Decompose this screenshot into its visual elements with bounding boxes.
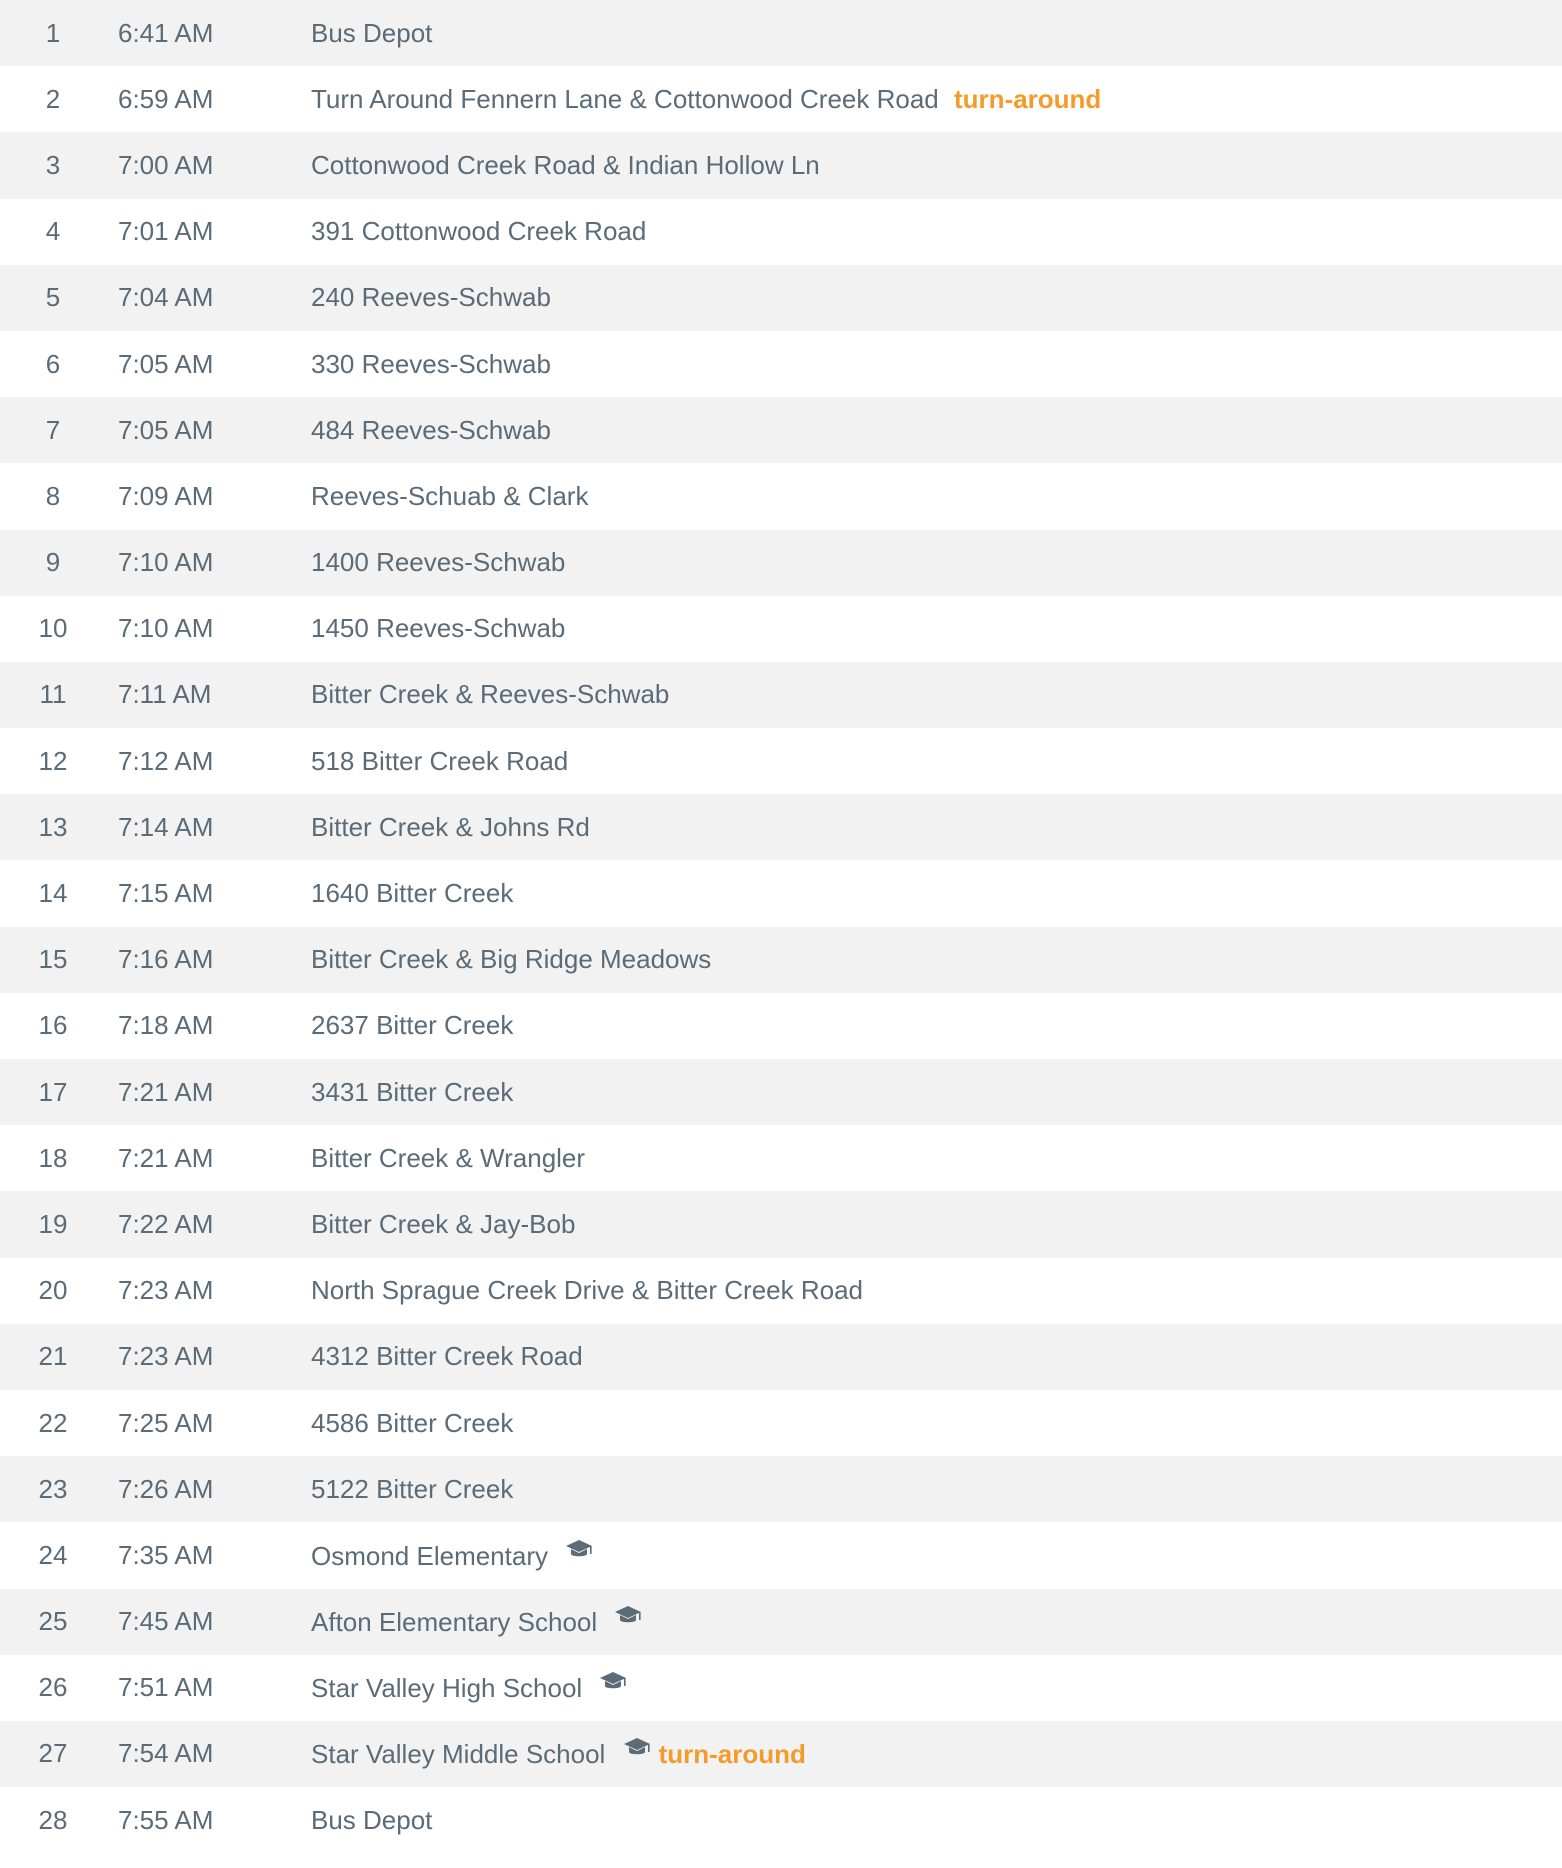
stop-time: 7:05 AM — [118, 414, 214, 445]
table-row — [0, 993, 1562, 1059]
stop-time: 7:16 AM — [118, 944, 214, 975]
stop-time: 7:01 AM — [118, 216, 214, 247]
stop-number: 16 — [38, 1010, 68, 1041]
stop-cell — [311, 463, 1562, 529]
stop-cell — [311, 1787, 1562, 1853]
stop-number: 8 — [45, 480, 61, 511]
table-row — [0, 397, 1562, 463]
table-row — [0, 132, 1562, 198]
stop-name: 1640 Bitter Creek — [311, 878, 514, 909]
stop-name: 391 Cottonwood Creek Road — [311, 216, 647, 247]
stop-name: 2637 Bitter Creek — [311, 1010, 514, 1041]
stop-time: 7:51 AM — [118, 1672, 214, 1703]
stop-cell — [311, 1522, 1562, 1588]
stop-name: Star Valley Middle School — [311, 1739, 606, 1770]
stop-name: Bitter Creek & Big Ridge Meadows — [311, 944, 712, 975]
stop-name: 3431 Bitter Creek — [311, 1076, 514, 1107]
stop-number: 26 — [38, 1672, 68, 1703]
stop-name: 1450 Reeves-Schwab — [311, 613, 566, 644]
turn-around-tag: turn-around — [658, 1739, 806, 1770]
stop-cell — [311, 794, 1562, 860]
stop-time: 7:11 AM — [118, 679, 212, 710]
stop-cell — [311, 1456, 1562, 1522]
stop-time: 7:54 AM — [118, 1738, 214, 1769]
table-row — [0, 1191, 1562, 1257]
stop-time: 7:21 AM — [118, 1142, 214, 1173]
table-row — [0, 596, 1562, 662]
stop-number: 22 — [38, 1407, 68, 1438]
stop-name: Osmond Elementary — [311, 1540, 548, 1571]
stop-name: Bitter Creek & Reeves-Schwab — [311, 679, 670, 710]
stop-cell — [311, 1589, 1562, 1655]
stop-name: 4586 Bitter Creek — [311, 1407, 514, 1438]
table-row — [0, 331, 1562, 397]
stop-number: 6 — [45, 348, 61, 379]
stop-cell — [311, 265, 1562, 331]
stop-time: 7:10 AM — [118, 613, 214, 644]
stop-cell — [311, 331, 1562, 397]
table-row — [0, 662, 1562, 728]
table-row — [0, 463, 1562, 529]
stop-number: 20 — [38, 1275, 68, 1306]
table-row — [0, 0, 1562, 66]
stop-time: 7:15 AM — [118, 878, 214, 909]
stop-number: 17 — [38, 1076, 68, 1107]
table-row — [0, 1324, 1562, 1390]
graduation-cap-icon — [599, 1671, 627, 1693]
table-row — [0, 1258, 1562, 1324]
stop-number: 7 — [45, 414, 61, 445]
table-row — [0, 1655, 1562, 1721]
stop-number: 2 — [45, 83, 61, 114]
stop-number: 13 — [38, 811, 68, 842]
stop-name: North Sprague Creek Drive & Bitter Creek Road — [311, 1275, 864, 1306]
stop-time: 7:04 AM — [118, 282, 214, 313]
stop-cell — [311, 728, 1562, 794]
stop-time: 7:23 AM — [118, 1275, 214, 1306]
stop-number: 10 — [38, 613, 68, 644]
stop-time: 7:14 AM — [118, 811, 214, 842]
stop-time: 6:41 AM — [118, 17, 214, 48]
stop-number: 4 — [45, 216, 61, 247]
stop-time: 7:12 AM — [118, 745, 214, 776]
table-row — [0, 1390, 1562, 1456]
stop-cell — [311, 132, 1562, 198]
table-row — [0, 860, 1562, 926]
graduation-cap-icon — [565, 1539, 593, 1561]
stop-name: Bitter Creek & Jay-Bob — [311, 1208, 576, 1239]
stop-cell — [311, 1721, 1562, 1787]
table-row — [0, 927, 1562, 993]
stop-name: Turn Around Fennern Lane & Cottonwood Creek Road — [311, 83, 939, 114]
stop-name: Bitter Creek & Wrangler — [311, 1142, 586, 1173]
table-row — [0, 1456, 1562, 1522]
stop-name: Afton Elementary School — [311, 1607, 598, 1638]
stop-number: 3 — [45, 149, 61, 180]
stop-name: Bus Depot — [311, 1804, 433, 1835]
table-row — [0, 1589, 1562, 1655]
table-row — [0, 66, 1562, 132]
stop-cell — [311, 397, 1562, 463]
stop-time: 7:22 AM — [118, 1208, 214, 1239]
stop-cell — [311, 860, 1562, 926]
stop-number: 24 — [38, 1539, 68, 1570]
table-row — [0, 1059, 1562, 1125]
stop-time: 7:09 AM — [118, 480, 214, 511]
table-row — [0, 1787, 1562, 1853]
stop-time: 7:25 AM — [118, 1407, 214, 1438]
stop-cell — [311, 1191, 1562, 1257]
stop-name: Bus Depot — [311, 17, 433, 48]
turn-around-tag: turn-around — [954, 83, 1102, 114]
stop-time: 7:35 AM — [118, 1539, 214, 1570]
stop-time: 6:59 AM — [118, 83, 214, 114]
stop-name: 4312 Bitter Creek Road — [311, 1341, 583, 1372]
stop-cell — [311, 596, 1562, 662]
stop-cell — [311, 927, 1562, 993]
table-row — [0, 1721, 1562, 1787]
stop-number: 9 — [45, 547, 61, 578]
stop-number: 18 — [38, 1142, 68, 1173]
stop-time: 7:23 AM — [118, 1341, 214, 1372]
stop-number: 11 — [39, 679, 67, 710]
stop-number: 12 — [38, 745, 68, 776]
stop-time: 7:18 AM — [118, 1010, 214, 1041]
stop-cell — [311, 662, 1562, 728]
stop-number: 27 — [38, 1738, 68, 1769]
stop-cell — [311, 993, 1562, 1059]
table-row — [0, 728, 1562, 794]
stop-cell — [311, 1258, 1562, 1324]
stop-name: Reeves-Schuab & Clark — [311, 480, 589, 511]
stop-cell — [311, 199, 1562, 265]
stop-cell — [311, 1655, 1562, 1721]
stop-name: 1400 Reeves-Schwab — [311, 547, 566, 578]
stop-cell — [311, 1125, 1562, 1191]
table-row — [0, 1522, 1562, 1588]
stop-name: 240 Reeves-Schwab — [311, 282, 551, 313]
stop-cell — [311, 1390, 1562, 1456]
stop-time: 7:21 AM — [118, 1076, 214, 1107]
stop-name: 330 Reeves-Schwab — [311, 348, 551, 379]
stop-cell — [311, 1324, 1562, 1390]
table-row — [0, 1125, 1562, 1191]
stop-number: 19 — [38, 1208, 68, 1239]
stop-name: Bitter Creek & Johns Rd — [311, 811, 590, 842]
stop-name: Star Valley High School — [311, 1673, 583, 1704]
stop-cell — [311, 66, 1562, 132]
stop-name: Cottonwood Creek Road & Indian Hollow Ln — [311, 149, 820, 180]
stop-number: 25 — [38, 1606, 68, 1637]
stop-time: 7:00 AM — [118, 149, 214, 180]
stop-number: 28 — [38, 1804, 68, 1835]
stop-number: 1 — [45, 17, 61, 48]
stop-name: 5122 Bitter Creek — [311, 1473, 514, 1504]
table-row — [0, 530, 1562, 596]
graduation-cap-icon — [614, 1605, 642, 1627]
stop-number: 23 — [38, 1473, 68, 1504]
stop-cell — [311, 1059, 1562, 1125]
stop-cell — [311, 530, 1562, 596]
stop-number: 21 — [38, 1341, 68, 1372]
stop-time: 7:05 AM — [118, 348, 214, 379]
stop-name: 518 Bitter Creek Road — [311, 745, 569, 776]
stop-time: 7:55 AM — [118, 1804, 214, 1835]
stop-time: 7:45 AM — [118, 1606, 214, 1637]
stop-time: 7:26 AM — [118, 1473, 214, 1504]
table-row — [0, 794, 1562, 860]
stop-name: 484 Reeves-Schwab — [311, 414, 551, 445]
graduation-cap-icon — [623, 1737, 651, 1759]
stop-time: 7:10 AM — [118, 547, 214, 578]
table-row — [0, 265, 1562, 331]
stop-number: 14 — [38, 878, 68, 909]
table-row — [0, 199, 1562, 265]
stop-number: 5 — [45, 282, 61, 313]
stop-number: 15 — [38, 944, 68, 975]
stop-cell — [311, 0, 1562, 66]
